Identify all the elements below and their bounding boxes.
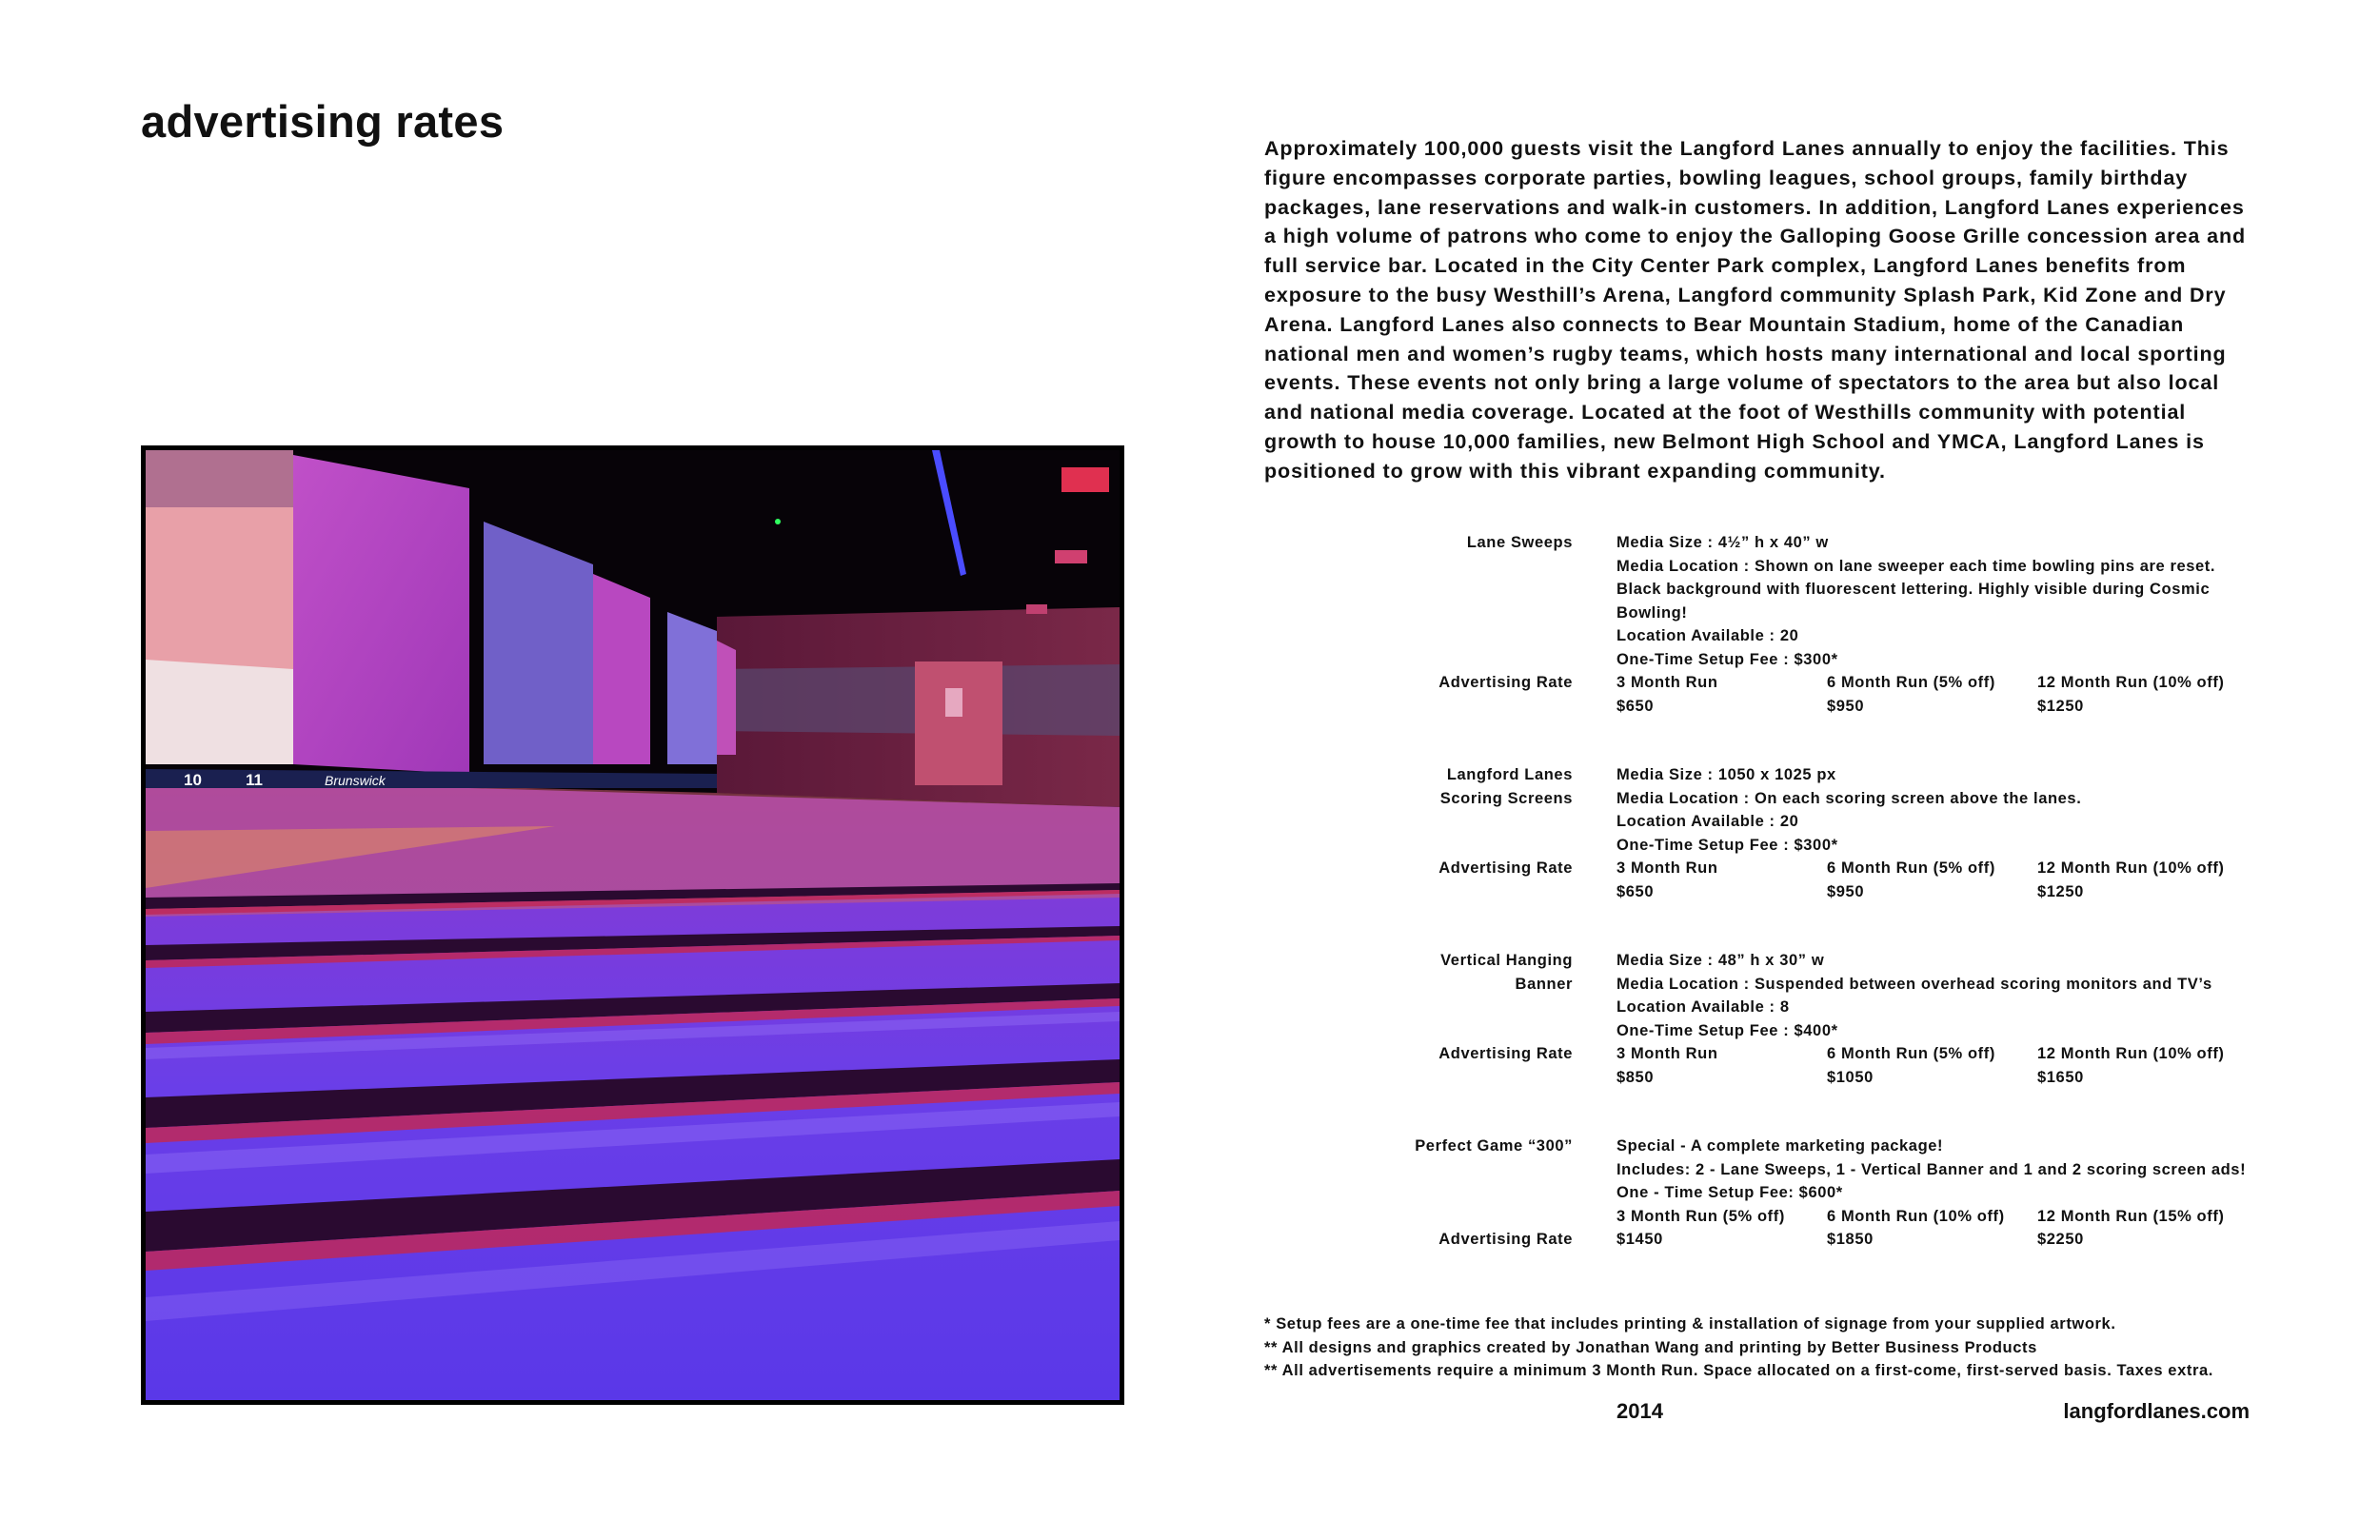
- page-title: advertising rates: [141, 96, 505, 147]
- footnotes: [1264, 1313, 2273, 1383]
- run-6-month: 6 Month Run (5% off) $950: [1827, 859, 1995, 900]
- footnote-designs: ** All designs and graphics created by Jonathan Wang and printing by Better Business Products: [1264, 1338, 2037, 1356]
- setup-fee: One-Time Setup Fee : $400*: [1616, 1021, 1838, 1039]
- year: 2014: [1616, 1399, 1663, 1423]
- run-3-month: 3 Month Run (5% off) $1450: [1616, 1207, 1785, 1248]
- lane-number-10: 10: [184, 771, 202, 789]
- location-available: Location Available : 20: [1616, 627, 1799, 644]
- special-description: Special - A complete marketing package!: [1616, 1137, 1944, 1155]
- run-12-month: 12 Month Run (10% off) $1250: [2037, 674, 2225, 715]
- media-size: Media Size : 4½” h x 40” w: [1616, 534, 1829, 551]
- hanging-banner-block: [1333, 949, 2285, 1089]
- perfect-game-label: Perfect Game “300”: [1415, 1137, 1573, 1155]
- perfect-game-block: [1333, 1135, 2285, 1252]
- run-12-month: 12 Month Run (15% off) $2250: [2037, 1207, 2225, 1248]
- media-size: Media Size : 1050 x 1025 px: [1616, 766, 1836, 783]
- package-includes: Includes: 2 - Lane Sweeps, 1 - Vertical Banner and 1 and 2 scoring screen ads!: [1616, 1160, 2247, 1178]
- setup-fee: One - Time Setup Fee: $600*: [1616, 1184, 1843, 1201]
- media-size: Media Size : 48” h x 30” w: [1616, 952, 1825, 969]
- advertising-rate-label: Advertising Rate: [1438, 1045, 1573, 1062]
- rates-section: [1333, 531, 2285, 1252]
- location-available: Location Available : 8: [1616, 998, 1790, 1016]
- website-url: langfordlanes.com: [2063, 1399, 2250, 1423]
- location-available: Location Available : 20: [1616, 813, 1799, 830]
- lane-sweeps-block: [1333, 531, 2285, 718]
- brunswick-logo: Brunswick: [325, 773, 386, 788]
- footnote-setup-fees: * Setup fees are a one-time fee that includes printing & installation of signage from your supplied artwork.: [1264, 1315, 2116, 1333]
- setup-fee: One-Time Setup Fee : $300*: [1616, 836, 1838, 854]
- lane-number-11: 11: [246, 771, 263, 789]
- advertising-rate-label: Advertising Rate: [1438, 1231, 1573, 1248]
- media-location: Media Location : Shown on lane sweeper each time bowling pins are reset. Black background with fluorescent lettering. Highly visible during Cosmic Bowling!: [1616, 557, 2216, 622]
- media-location: Media Location : Suspended between overhead scoring monitors and TV’s: [1616, 975, 2212, 993]
- run-3-month: 3 Month Run $650: [1616, 859, 1718, 900]
- advertising-rate-label: Advertising Rate: [1438, 859, 1573, 877]
- scoring-screens-block: [1333, 763, 2285, 903]
- setup-fee: One-Time Setup Fee : $300*: [1616, 650, 1838, 668]
- intro-paragraph: Approximately 100,000 guests visit the Langford Lanes annually to enjoy the facilities. This figure encompasses corporate parties, bowling leagues, school groups, family birthday packages, lane reservations and walk-in customers. In addition, Langford Lanes experiences a high volume of patrons who come to enjoy the Galloping Goose Grille concession area and full service bar. Located in the City Center Park complex, Langford Lanes benefits from exposure to the busy Westhill’s Arena, Langford community Splash Park, Kid Zone and Dry Arena. Langford Lanes also connects to Bear Mountain Stadium, home of the Canadian national men and women’s rugby teams, which hosts many international and local sporting events. These events not only bring a large volume of spectators to the area but also local and national media coverage. Located at the foot of Westhills community with potential growth to house 10,000 families, new Belmont High School and YMCA, Langford Lanes is positioned to grow with this vibrant expanding community.: [1264, 137, 2247, 483]
- media-location: Media Location : On each scoring screen above the lanes.: [1616, 789, 2082, 807]
- run-3-month: 3 Month Run $850: [1616, 1045, 1718, 1086]
- bowling-lanes-photo: [141, 445, 1124, 1405]
- run-6-month: 6 Month Run (5% off) $950: [1827, 674, 1995, 715]
- scoring-screens-label: Langford Lanes Scoring Screens: [1439, 766, 1573, 807]
- hanging-banner-label: Vertical Hanging Banner: [1440, 952, 1573, 993]
- footnote-minimum-run: ** All advertisements require a minimum 3 Month Run. Space allocated on a first-come, first-served basis. Taxes extra.: [1264, 1362, 2213, 1379]
- run-3-month: 3 Month Run $650: [1616, 674, 1718, 715]
- run-6-month: 6 Month Run (10% off) $1850: [1827, 1207, 2005, 1248]
- run-12-month: 12 Month Run (10% off) $1650: [2037, 1045, 2225, 1086]
- advertising-rate-label: Advertising Rate: [1438, 674, 1573, 691]
- run-12-month: 12 Month Run (10% off) $1250: [2037, 859, 2225, 900]
- run-6-month: 6 Month Run (5% off) $1050: [1827, 1045, 1995, 1086]
- lane-sweeps-label: Lane Sweeps: [1466, 534, 1573, 551]
